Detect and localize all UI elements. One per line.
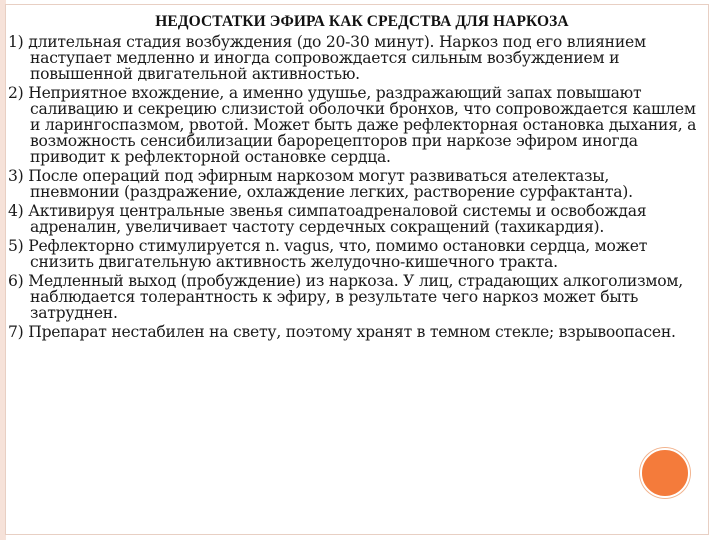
list-item-number: 3) — [8, 167, 24, 185]
list-item-3 — [8, 168, 698, 200]
list-item-text: Рефлекторно стимулируется n. vagus, что, помимо остановки сердца, может снизить двигательную активность желудочно-кишечного тракта. — [23, 237, 648, 271]
list-item-number: 4) — [8, 202, 24, 220]
list-item-text: длительная стадия возбуждения (до 20-30 минут). Наркоз под его влиянием наступает медленно и иногда сопровождается сильным возбуждением и повышенной двигательной активностью. — [23, 33, 646, 83]
list-item-number: 6) — [8, 272, 24, 290]
list-item-1 — [8, 34, 698, 82]
slide-content — [8, 13, 698, 343]
list-item-5 — [8, 238, 698, 270]
list-item-4 — [8, 203, 698, 235]
list-item-number: 1) — [8, 33, 24, 51]
list-item-text: После операций под эфирным наркозом могут развиваться ателектазы, пневмонии (раздражение, охлаждение легких, растворение сурфактанта). — [23, 167, 633, 201]
decorative-orange-circle — [640, 448, 690, 498]
list-item-7 — [8, 324, 698, 340]
list-item-number: 5) — [8, 237, 24, 255]
list-item-number: 7) — [8, 323, 24, 341]
list-item-text: Неприятное вхождение, а именно удушье, раздражающий запах повышают саливацию и секрецию слизистой оболочки бронхов, что сопровождается кашлем и ларингоспазмом, рвотой. Может быть даже рефлекторная остановка дыхания, а возможность сенсибилизации барорецепторов при наркозе эфиром иногда приводит к рефлекторной остановке сердца. — [23, 84, 697, 166]
list-item-2 — [8, 85, 698, 165]
list-item-text: Активируя центральные звенья симпатоадреналовой системы и освобождая адреналин, увеличивает частоту сердечных сокращений (тахикардия). — [23, 202, 647, 236]
slide-title: НЕДОСТАТКИ ЭФИРА КАК СРЕДСТВА ДЛЯ НАРКОЗА — [155, 13, 569, 30]
list-item-number: 2) — [8, 84, 24, 102]
list-item-text: Препарат нестабилен на свету, поэтому хранят в темном стекле; взрывоопасен. — [23, 323, 676, 341]
list-item-6 — [8, 273, 698, 321]
list-item-text: Медленный выход (пробуждение) из наркоза. У лиц, страдающих алкоголизмом, наблюдается толерантность к эфиру, в результате чего наркоз может быть затруднен. — [23, 272, 683, 322]
